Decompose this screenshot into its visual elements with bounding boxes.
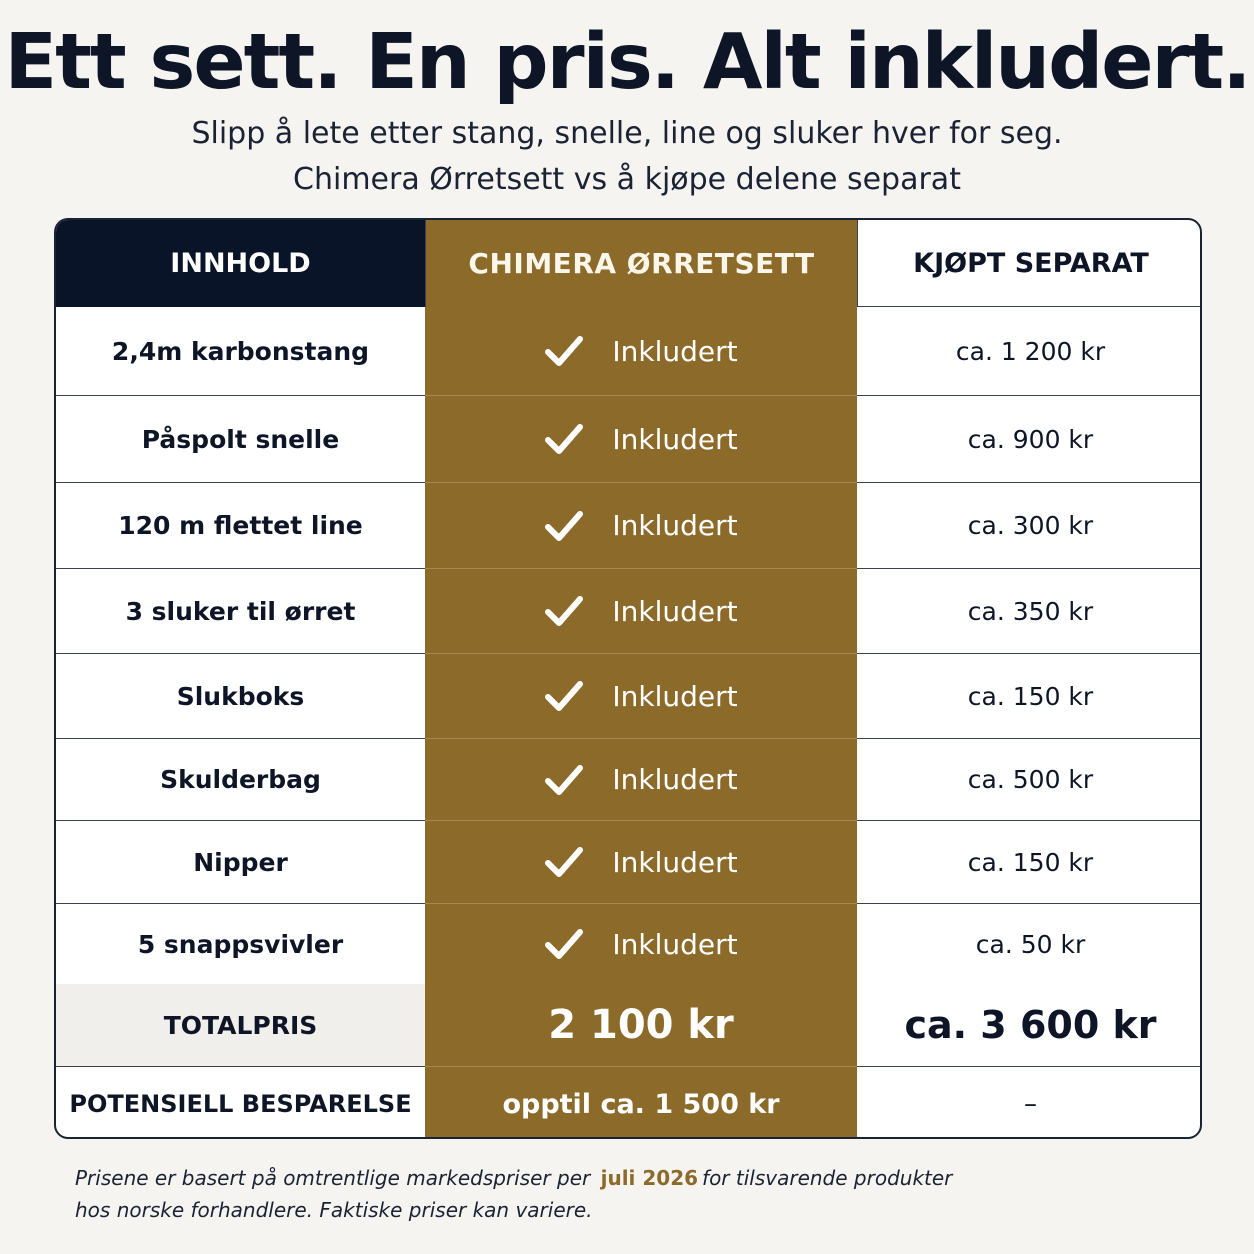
checkmark-icon [544,509,584,543]
separate-price: ca. 150 kr [857,653,1202,738]
separate-price: ca. 1 200 kr [955,336,1106,366]
included-cell [425,482,857,568]
total-row [56,984,1202,1066]
total-label: TOTALPRIS [56,984,425,1066]
included-cell [425,568,857,653]
separate-price: ca. 300 kr [857,482,1202,568]
item-name: Skulderbag [56,738,425,820]
footnote-date-highlight: juli 2026 [600,1166,699,1190]
included-label: Inkludert [612,422,738,456]
checkmark-icon [544,679,584,713]
included-label: Inkludert [612,845,738,879]
header-chimera-set: CHIMERA ØRRETSETT [425,220,857,307]
item-name: 3 sluker til ørret [56,568,425,653]
included-label: Inkludert [612,763,738,796]
page-headline: Ett sett. En pris. Alt inkludert. [4,18,1250,107]
included-label: Inkludert [612,334,738,368]
footnote-line-2: hos norske forhandlere. Faktiske priser kan variere. [75,1198,593,1222]
table-row [56,568,1202,653]
included-cell [425,738,857,820]
footnote-text-before: Prisene er basert på omtrentlige markedspriser per [75,1166,591,1190]
separate-price: ca. 150 kr [857,820,1202,903]
item-name: Påspolt snelle [56,395,425,482]
table-row [56,482,1202,568]
checkmark-icon [544,763,584,797]
separate-price: ca. 50 kr [857,903,1202,984]
savings-row [56,1066,1202,1139]
table-row [56,653,1202,738]
included-cell [425,395,857,482]
total-set-price: 2 100 kr [425,984,857,1066]
table-header-row [56,220,1202,307]
checkmark-icon [544,927,584,961]
checkmark-icon [544,845,584,879]
separate-price: ca. 350 kr [857,568,1202,653]
checkmark-icon [544,422,584,456]
footnote-line-1 [75,1162,952,1194]
comparison-table [54,218,1202,1139]
savings-label: POTENSIELL BESPARELSE [56,1066,425,1139]
footnote-text-after: for tilsvarende produkter [702,1166,953,1190]
checkmark-icon [544,334,584,368]
separate-price: ca. 500 kr [857,738,1202,820]
price-footnote [75,1162,952,1226]
savings-set-value: opptil ca. 1 500 kr [425,1066,857,1139]
included-label: Inkludert [612,509,738,542]
item-name: 5 snappsvivler [56,903,425,984]
table-row [56,738,1202,820]
included-label: Inkludert [612,679,738,713]
separate-price: ca. 900 kr [857,395,1202,482]
item-name: Slukboks [56,653,425,738]
item-name: 120 m flettet line [56,482,425,568]
comparison-subtitle: Chimera Ørretsett vs å kjøpe delene separat [293,162,961,197]
table-row [56,307,1202,395]
item-name: Nipper [56,820,425,903]
item-name: 2,4m karbonstang [111,336,370,366]
included-cell [425,820,857,903]
table-row [56,903,1202,984]
header-bought-separately: KJØPT SEPARAT [857,220,1202,307]
table-row [56,395,1202,482]
subheadline: Slipp å lete etter stang, snelle, line og sluker hver for seg. [191,116,1063,151]
header-contents: INNHOLD [56,220,425,307]
savings-separate-value: – [857,1066,1202,1139]
included-cell [425,307,857,395]
included-label: Inkludert [612,927,738,961]
included-label: Inkludert [612,594,738,628]
table-row [56,820,1202,903]
included-cell [425,903,857,984]
included-cell [425,653,857,738]
total-separate-price: ca. 3 600 kr [904,1003,1157,1047]
checkmark-icon [544,594,584,628]
